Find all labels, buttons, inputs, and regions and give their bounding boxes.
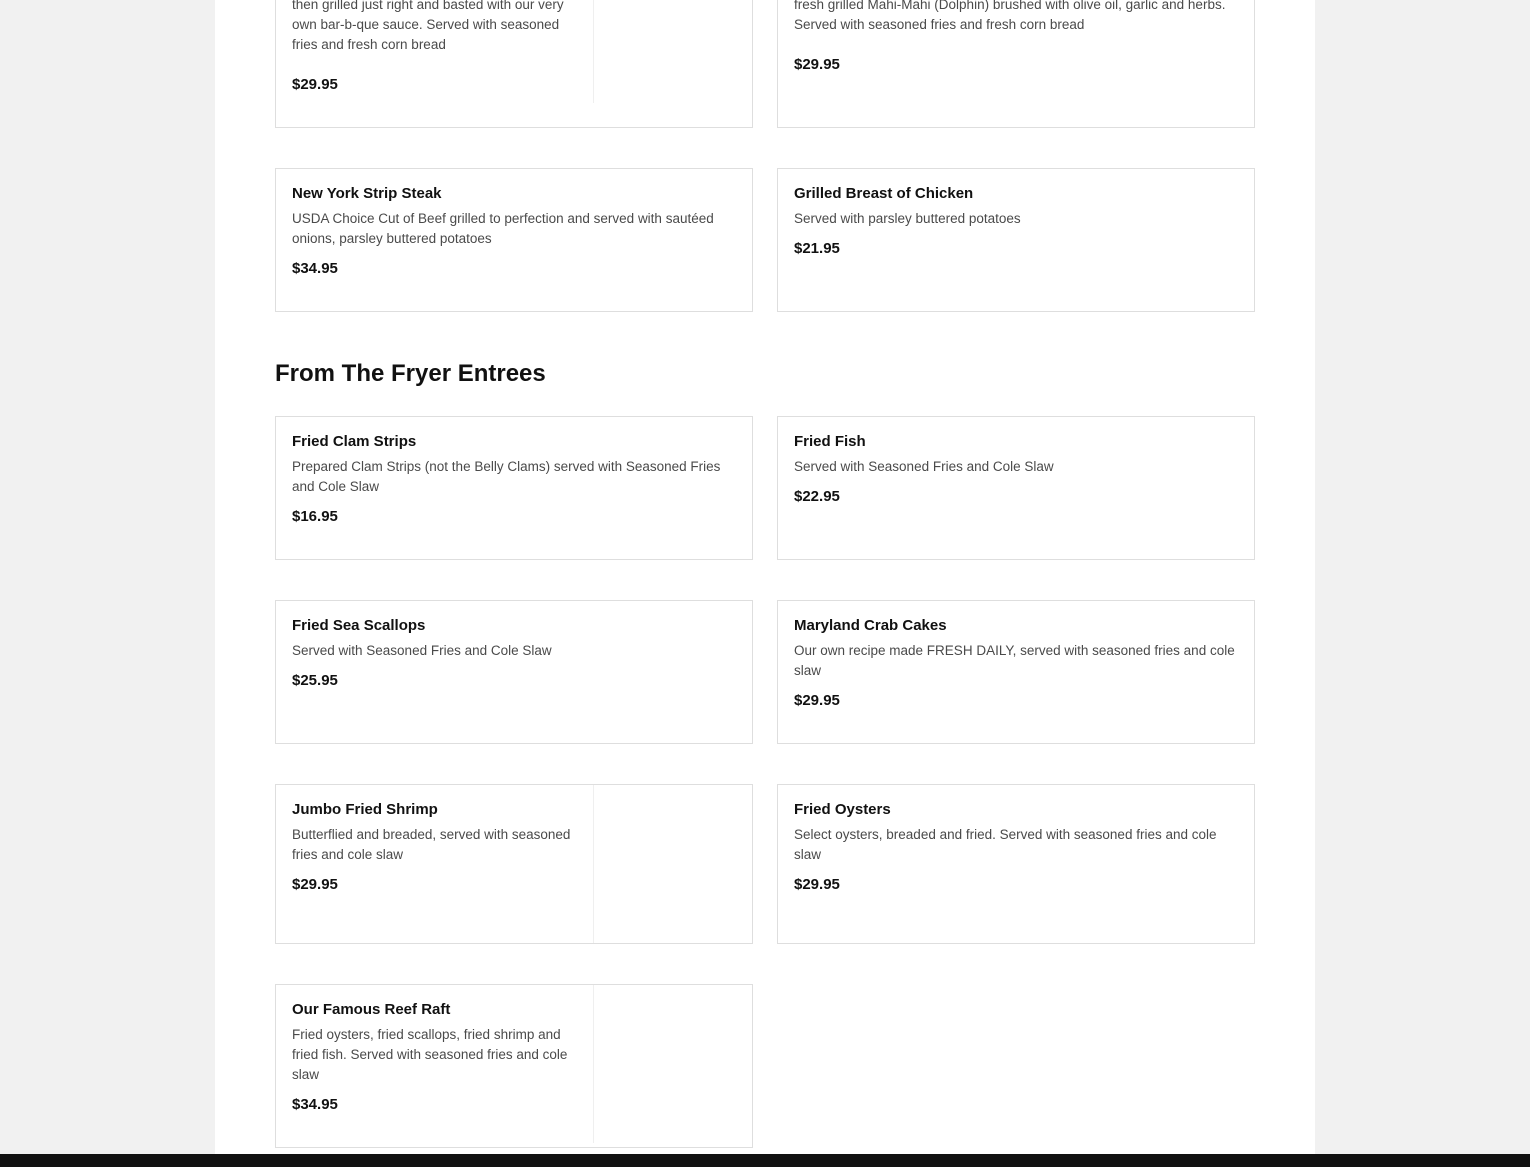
menu-item-card[interactable] — [275, 600, 753, 744]
item-image — [593, 0, 752, 103]
menu-item-card[interactable] — [777, 168, 1255, 312]
menu-item-card[interactable] — [777, 0, 1255, 128]
item-description: Our own recipe made FRESH DAILY, served with seasoned fries and cole slaw — [794, 643, 1235, 678]
item-description: Prepared Clam Strips (not the Belly Clams) served with Seasoned Fries and Cole Slaw — [292, 459, 721, 494]
item-price: $34.95 — [292, 260, 338, 277]
item-price: $29.95 — [794, 876, 840, 893]
item-description: Served with Seasoned Fries and Cole Slaw — [292, 643, 552, 658]
item-price: $16.95 — [292, 508, 338, 525]
menu-item-card[interactable] — [777, 784, 1255, 944]
item-image — [593, 985, 752, 1143]
item-name: Fried Sea Scallops — [292, 617, 426, 634]
item-name: Fried Fish — [794, 433, 866, 450]
footer-bar — [0, 1154, 1530, 1167]
menu-item-card[interactable] — [275, 0, 753, 128]
item-name: New York Strip Steak — [292, 185, 442, 202]
item-description: USDA Choice Cut of Beef grilled to perfection and served with sautéed onions, parsley buttered potatoes — [292, 211, 714, 246]
menu-item-card[interactable] — [275, 784, 753, 944]
item-image — [593, 785, 752, 943]
item-name: Our Famous Reef Raft — [292, 1001, 451, 1018]
item-description: Served with Seasoned Fries and Cole Slaw — [794, 459, 1054, 474]
menu-item-card[interactable] — [777, 600, 1255, 744]
menu-item-card[interactable] — [275, 984, 753, 1148]
item-name: Grilled Breast of Chicken — [794, 185, 974, 202]
item-description: Butterflied and breaded, served with seasoned fries and cole slaw — [292, 827, 571, 862]
item-description: fresh grilled Mahi-Mahi (Dolphin) brushed with olive oil, garlic and herbs. Served with seasoned fries and fresh corn bread — [794, 0, 1226, 32]
item-price: $29.95 — [292, 876, 338, 893]
item-description: Select oysters, breaded and fried. Served with seasoned fries and cole slaw — [794, 827, 1217, 862]
section-title: From The Fryer Entrees — [275, 360, 546, 387]
item-price: $29.95 — [794, 56, 840, 73]
item-price: $29.95 — [292, 76, 338, 93]
item-name: Maryland Crab Cakes — [794, 617, 947, 634]
item-name: Fried Clam Strips — [292, 433, 417, 450]
item-price: $25.95 — [292, 672, 338, 689]
item-name: Jumbo Fried Shrimp — [292, 801, 438, 818]
item-description: Served with parsley buttered potatoes — [794, 211, 1021, 226]
menu-item-card[interactable] — [275, 416, 753, 560]
item-price: $34.95 — [292, 1096, 338, 1113]
menu-item-card[interactable] — [275, 168, 753, 312]
item-description: Fried oysters, fried scallops, fried shrimp and fried fish. Served with seasoned fries and cole slaw — [292, 1027, 568, 1082]
item-description: then grilled just right and basted with our very own bar-b-que sauce. Served with seasoned fries and fresh corn bread — [292, 0, 564, 52]
item-price: $21.95 — [794, 240, 840, 257]
menu-item-card[interactable] — [777, 416, 1255, 560]
item-name: Fried Oysters — [794, 801, 891, 818]
item-price: $22.95 — [794, 488, 840, 505]
item-price: $29.95 — [794, 692, 840, 709]
